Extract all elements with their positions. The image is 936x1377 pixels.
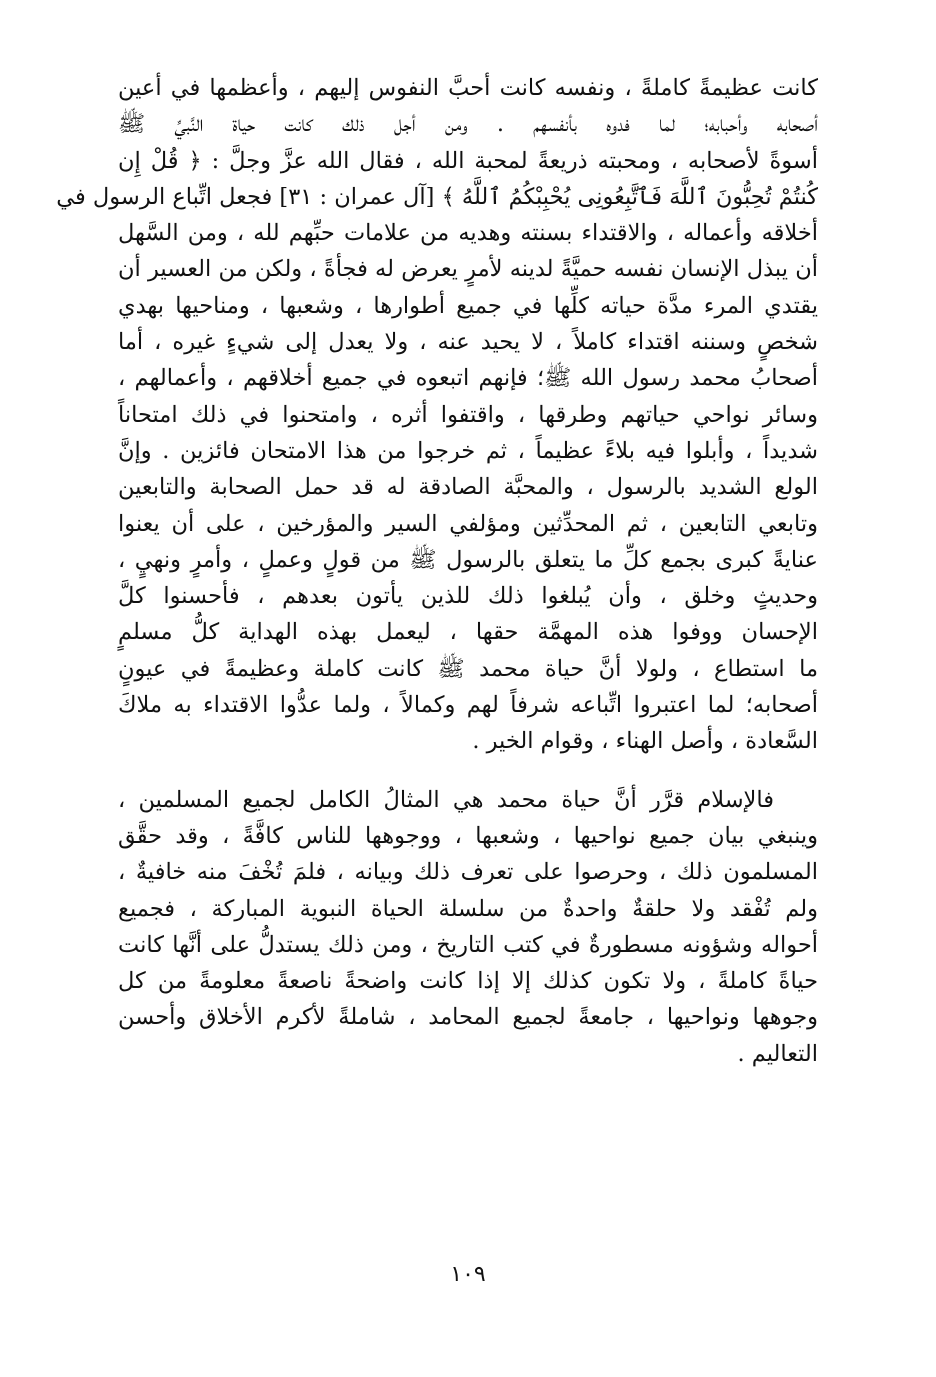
text-line: الإحسان ووفوا هذه المهمَّة حقها ، ليعمل بهذه الهداية كلُّ مسلمٍ: [118, 619, 818, 646]
text-line: وسائر نواحي حياتهم وطرقها ، واقتفوا أثره ، وامتحنوا في ذلك امتحاناً: [118, 401, 818, 428]
text-line: أصحابُ محمد رسول الله ﷺ؛ فإنهم اتبعوه في جميع أخلاقهم ، وأعمالهم ،: [118, 365, 818, 392]
text-line: كانت عظيمةً كاملةً ، ونفسه كانت أحبَّ النفوس إليهم ، وأعظمها في أعين: [118, 75, 818, 101]
text-line: شخصٍ وسننه اقتداء كاملاً ، لا يحيد عنه ، ولا يعدل إلى شيءٍ غيره ، أما: [118, 329, 818, 356]
text-line: أخلاقه وأعماله ، والاقتداء بسنته وهديه من علامات حبِّهم لله ، ومن السَّهل: [118, 220, 818, 247]
text-line: شديداً ، وأبلوا فيه بلاءً عظيماً ، ثم خرجوا من هذا الامتحان فائزين . وإنَّ: [118, 437, 818, 464]
text-line: ولم تُفْقد ولا حلقةٌ واحدةٌ من سلسلة الحياة النبوية المباركة ، فجميع: [118, 895, 818, 922]
text-line: المسلمون ذلك ، وحرصوا على تعرف ذلك وبيانه ، فلمَ تُخْفَ منه خافيةٌ ،: [118, 859, 818, 886]
text-line: أحواله وشؤونه مسطورةٌ في كتب التاريخ ، ومن ذلك يستدلُّ على أنَّها كانت: [118, 931, 818, 958]
text-line: وتابعي التابعين ، ثم المحدِّثين ومؤلفي السير والمؤرخين ، على أن يعنوا: [118, 510, 818, 537]
text-line: التعاليم .: [737, 1040, 818, 1067]
paragraph-spacer: [118, 760, 818, 782]
text-line: ما استطاع ، ولولا أنَّ حياة محمد ﷺ كانت كاملة وعظيمةً في عيونٍ: [118, 655, 818, 682]
text-line: وجوهها ونواحيها ، جامعةً لجميع المحامد ، شاملةً لأكرم الأخلاق وأحسن: [118, 1004, 818, 1031]
text-line: وحديثٍ وخلق ، وأن يُبلغوا ذلك للذين يأتون بعدهم ، فأحسنوا كلَّ: [118, 583, 818, 610]
page-number: ١٠٩: [450, 1262, 486, 1287]
text-line: وينبغي بيان جميع نواحيها ، وشعبها ، ووجوهها للناس كافَّةً ، وقد حقَّق: [118, 822, 818, 849]
text-line: حياةً كاملةً ، ولا تكون كذلك إلا إذا كانت واضحةً ناصعةً معلومةً من كل: [118, 968, 818, 995]
paragraph-2: [118, 782, 818, 1072]
text-line: عنايةً كبرى بجمع كلِّ ما يتعلق بالرسول ﷺ من قولٍ وعملٍ ، وأمرٍ ونهيٍ ،: [118, 546, 818, 573]
text-line: الولع الشديد بالرسول ، والمحبَّة الصادقة له قد حمل الصحابة والتابعين: [118, 474, 818, 501]
text-line: أسوةً لأصحابه ، ومحبته ذريعةً لمحبة الله ، فقال الله عزَّ وجلَّ : ﴿ قُلْ إِن: [118, 147, 818, 174]
text-line: أصحابه وأحبابه؛ لما فدوه بأنفسهم . ومن أجل ذلك كانت حياة النَّبيِّ ﷺ: [118, 111, 818, 138]
text-line: أن يبذل الإنسان نفسه حميَّةً لدينه لأمرٍ يعرض له فجأةً ، ولكن من العسير أن: [118, 256, 818, 283]
text-line: السَّعادة ، وأصل الهناء ، وقوام الخير .: [472, 728, 818, 755]
paragraph-1: [56, 70, 818, 760]
text-line: يقتدي المرء مدَّة حياته كلِّها في جميع أطوارها ، وشعبها ، ومناحيها بهدي: [118, 292, 818, 319]
page-body: [56, 70, 818, 1300]
quran-verse-line: كُنتُمْ تُحِبُّونَ ٱللَّهَ فَٱتَّبِعُونِى يُحْبِبْكُمُ ٱللَّهُ ﴾ [آل عمران : ٣١] فجعل اتِّباع الرسول في: [56, 183, 818, 210]
text-line: أصحابه؛ لما اعتبروا اتِّباعه شرفاً لهم وكمالاً ، ولما عدُّوا الاقتداء به ملاكَ: [118, 692, 818, 719]
text-line: فالإسلام قرَّر أنَّ حياة محمد هي المثالُ الكامل لجميع المسلمين ،: [118, 786, 774, 813]
